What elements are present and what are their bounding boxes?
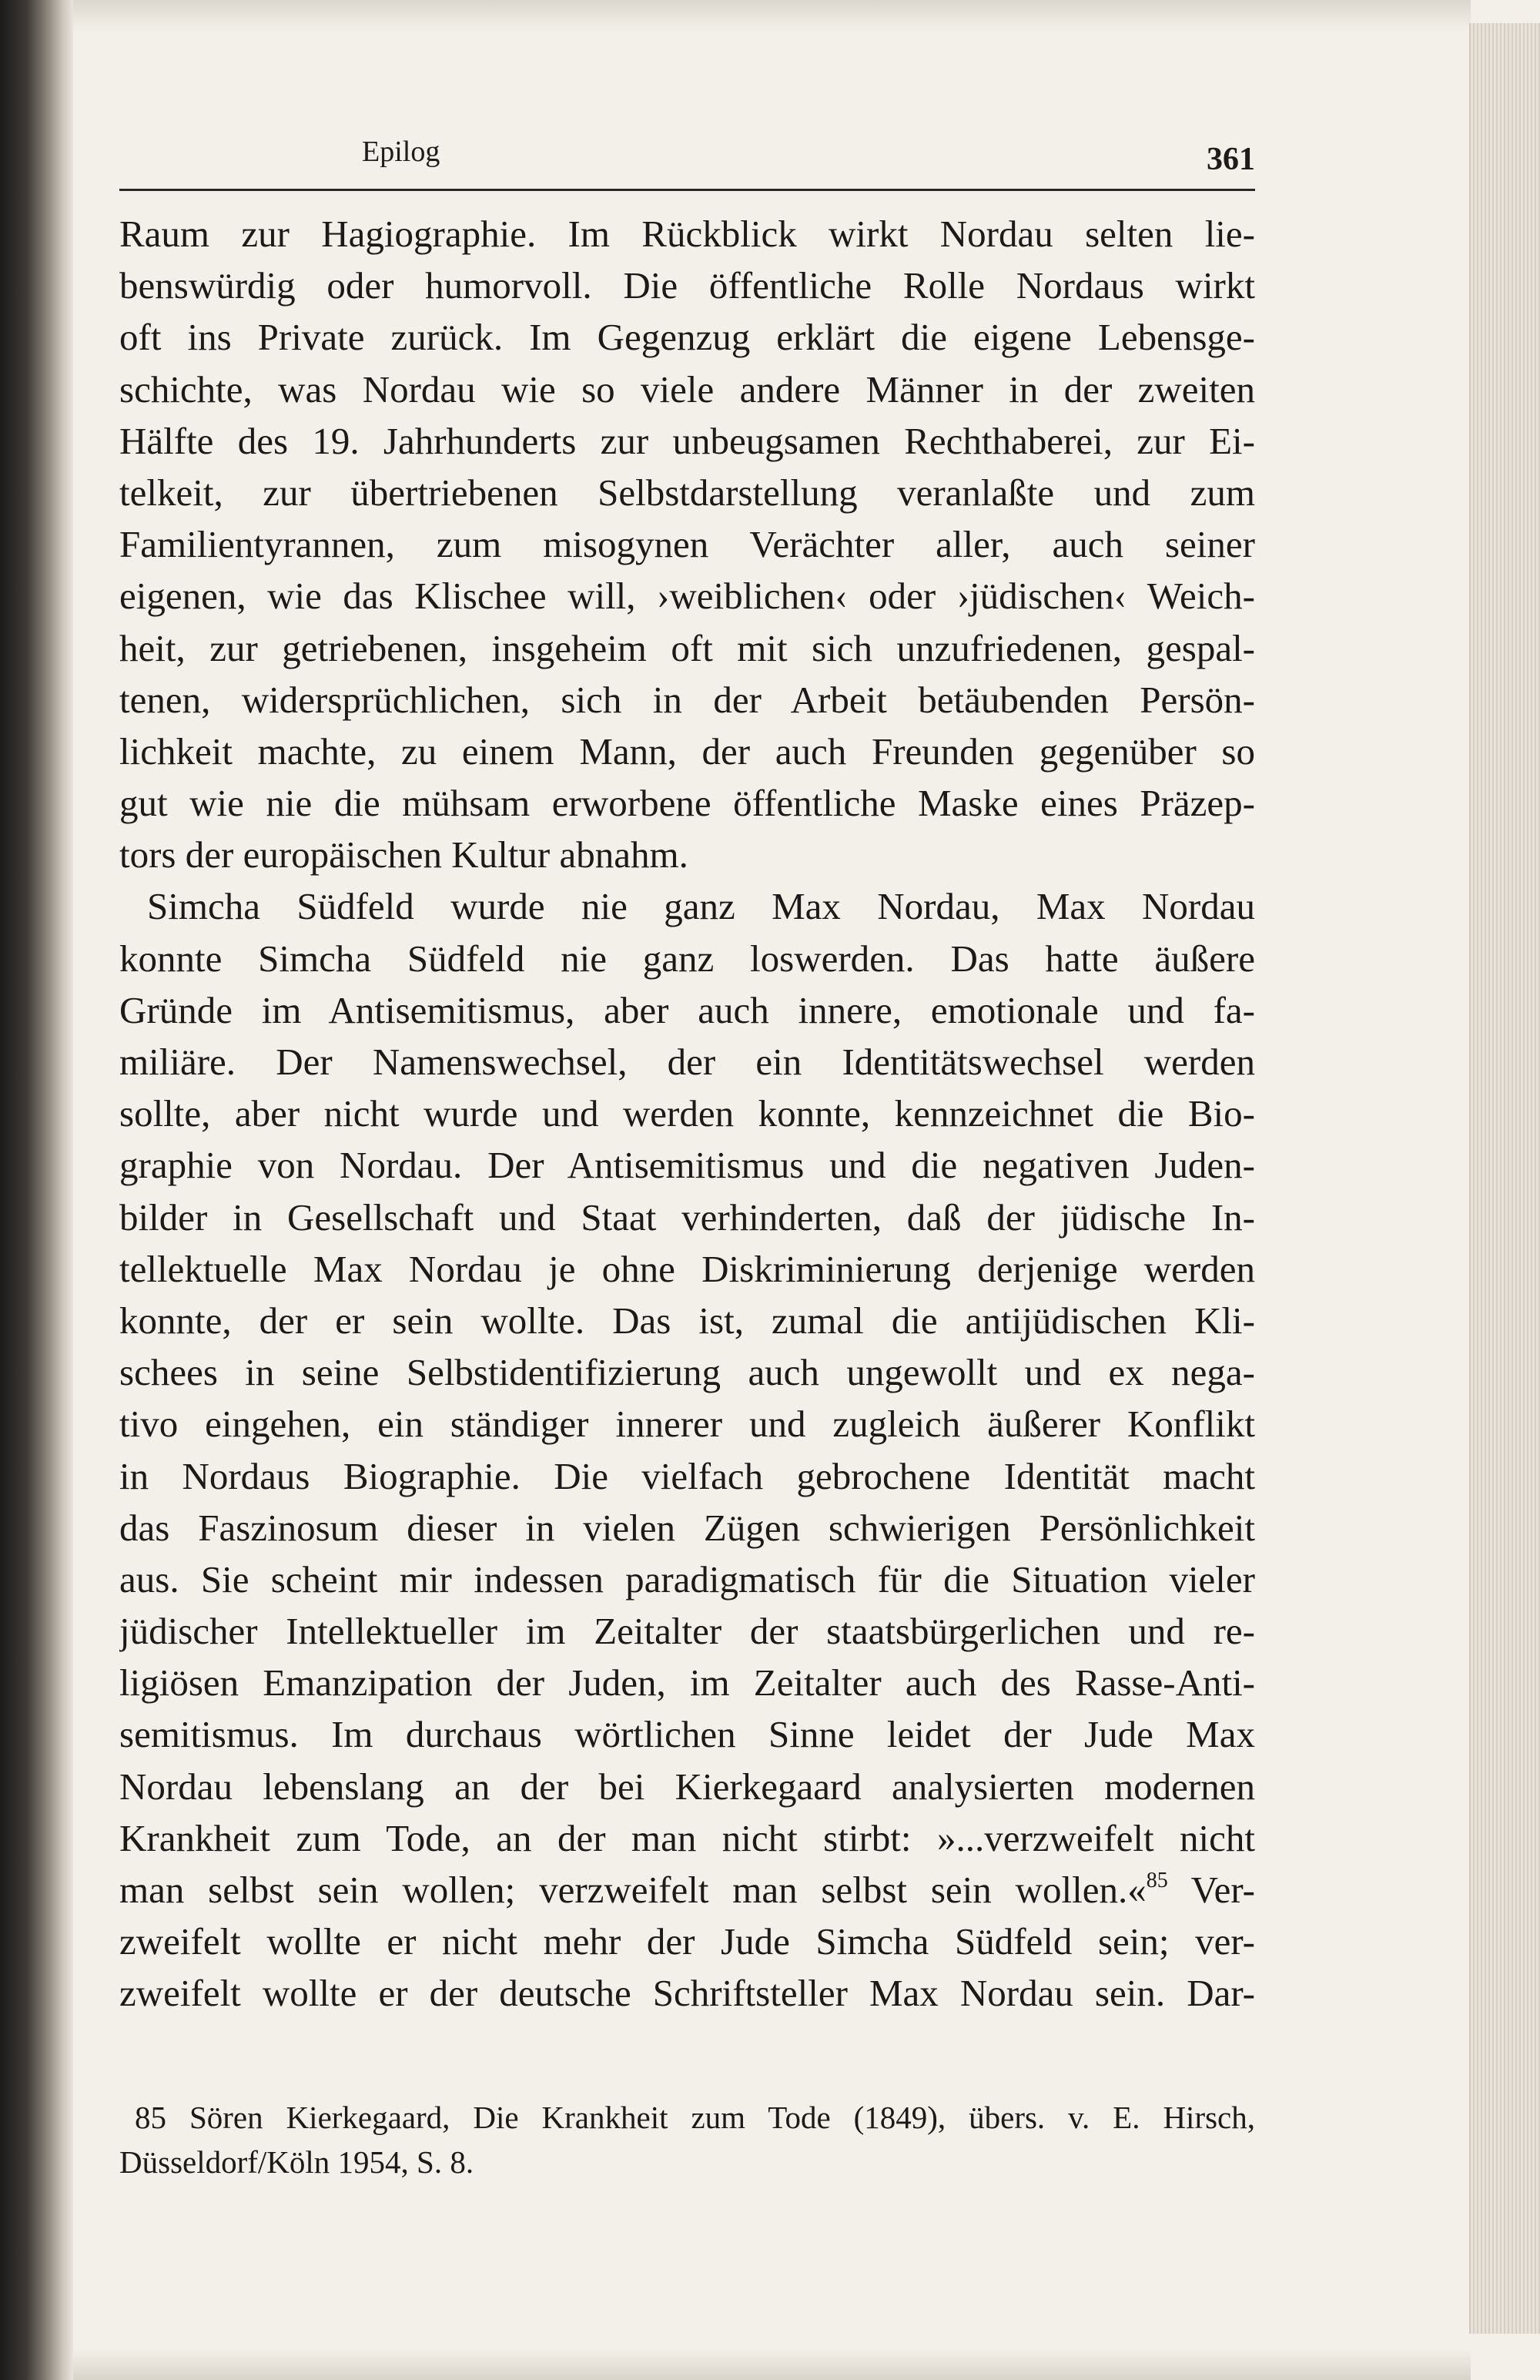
text-line: schichte, was Nordau wie so viele andere Männer in der zweiten xyxy=(119,367,1255,411)
running-head: Epilog xyxy=(362,136,440,168)
text-line: tellektuelle Max Nordau je ohne Diskriminierung derjenige werden xyxy=(119,1247,1255,1290)
text-line: zweifelt wollte er nicht mehr der Jude Simcha Südfeld sein; ver- xyxy=(119,1920,1255,1963)
text-line: aus. Sie scheint mir indessen paradigmatisch für die Situation vieler xyxy=(119,1557,1255,1601)
text-line: eigenen, wie das Klischee will, ›weiblichen‹ oder ›jüdischen‹ Weich- xyxy=(119,575,1255,618)
body-text xyxy=(119,208,1255,2020)
text-line: konnte, der er sein wollte. Das ist, zumal die antijüdischen Kli- xyxy=(119,1299,1255,1342)
text-line: gut wie nie die mühsam erworbene öffentliche Maske eines Präzep- xyxy=(119,782,1255,825)
text-line: tors der europäischen Kultur abnahm. xyxy=(119,833,688,877)
text-line: tenen, widersprüchlichen, sich in der Arbeit betäubenden Persön- xyxy=(119,678,1255,721)
text-line: Hälfte des 19. Jahrhunderts zur unbeugsamen Rechthaberei, zur Ei- xyxy=(119,419,1255,462)
text-line: tivo eingehen, ein ständiger innerer und zugleich äußerer Konflikt xyxy=(119,1403,1255,1446)
text-line: telkeit, zur übertriebenen Selbstdarstellung veranlaßte und zum xyxy=(119,471,1255,514)
text-line: zweifelt wollte er der deutsche Schriftsteller Max Nordau sein. Dar- xyxy=(119,1972,1255,2015)
text-line: jüdischer Intellektueller im Zeitalter der staatsbürgerlichen und re- xyxy=(119,1610,1255,1653)
text-line: miliäre. Der Namenswechsel, der ein Identitätswechsel werden xyxy=(119,1041,1255,1083)
text-line: Gründe im Antisemitismus, aber auch innere, emotionale und fa- xyxy=(119,988,1255,1031)
text-line: Raum zur Hagiographie. Im Rückblick wirkt Nordau selten lie- xyxy=(119,213,1255,255)
footnote-line: 85 Sören Kierkegaard, Die Krankheit zum Tode (1849), übers. v. E. Hirsch, xyxy=(135,2100,1255,2135)
text-line: Nordau lebenslang an der bei Kierkegaard analysierten modernen xyxy=(119,1765,1255,1808)
book-gutter-shadow xyxy=(0,0,73,2380)
text-line: benswürdig oder humorvoll. Die öffentliche Rolle Nordaus wirkt xyxy=(119,264,1255,307)
page-top-edge xyxy=(73,0,1471,31)
text-line: semitismus. Im durchaus wörtlichen Sinne leidet der Jude Max xyxy=(119,1713,1255,1756)
text-span: Ver- xyxy=(1167,1869,1255,1911)
text-line: lichkeit machte, zu einem Mann, der auch Freunden gegenüber so xyxy=(119,729,1255,773)
text-line: oft ins Private zurück. Im Gegenzug erklärt die eigene Lebensge- xyxy=(119,316,1255,359)
footnote-line: Düsseldorf/Köln 1954, S. 8. xyxy=(119,2144,474,2180)
text-line: heit, zur getriebenen, insgeheim oft mit sich unzufriedenen, gespal- xyxy=(119,626,1255,669)
text-line: Simcha Südfeld wurde nie ganz Max Nordau, Max Nordau xyxy=(147,885,1255,928)
text-line: graphie von Nordau. Der Antisemitismus und die negativen Juden- xyxy=(119,1144,1255,1187)
footnotes xyxy=(119,2095,1255,2184)
text-line: das Faszinosum dieser in vielen Zügen schwierigen Persönlichkeit xyxy=(119,1506,1255,1549)
page-stack-edge xyxy=(1469,23,1540,2334)
page-header xyxy=(119,135,1255,191)
text-line: Familientyrannen, zum misogynen Verächter aller, auch seiner xyxy=(119,523,1255,566)
page-bottom-edge xyxy=(73,2349,1471,2380)
text-line-with-footnote-ref xyxy=(119,1864,1255,1916)
footnote-marker: 85 xyxy=(1146,1869,1168,1892)
text-line: konnte Simcha Südfeld nie ganz loswerden. Das hatte äußere xyxy=(119,937,1255,980)
page-number: 361 xyxy=(1207,142,1255,177)
text-line: bilder in Gesellschaft und Staat verhinderten, daß der jüdische In- xyxy=(119,1195,1255,1239)
text-line: in Nordaus Biographie. Die vielfach gebrochene Identität macht xyxy=(119,1454,1255,1497)
text-line: Krankheit zum Tode, an der man nicht stirbt: »...verzweifelt nicht xyxy=(119,1816,1255,1859)
text-line: ligiösen Emanzipation der Juden, im Zeitalter auch des Rasse-Anti- xyxy=(119,1661,1255,1705)
text-line: schees in seine Selbstidentifizierung auch ungewollt und ex nega- xyxy=(119,1351,1255,1394)
text-span: man selbst sein wollen; verzweifelt man selbst sein wollen.« xyxy=(119,1869,1147,1911)
text-line: sollte, aber nicht wurde und werden konnte, kennzeichnet die Bio- xyxy=(119,1092,1255,1135)
